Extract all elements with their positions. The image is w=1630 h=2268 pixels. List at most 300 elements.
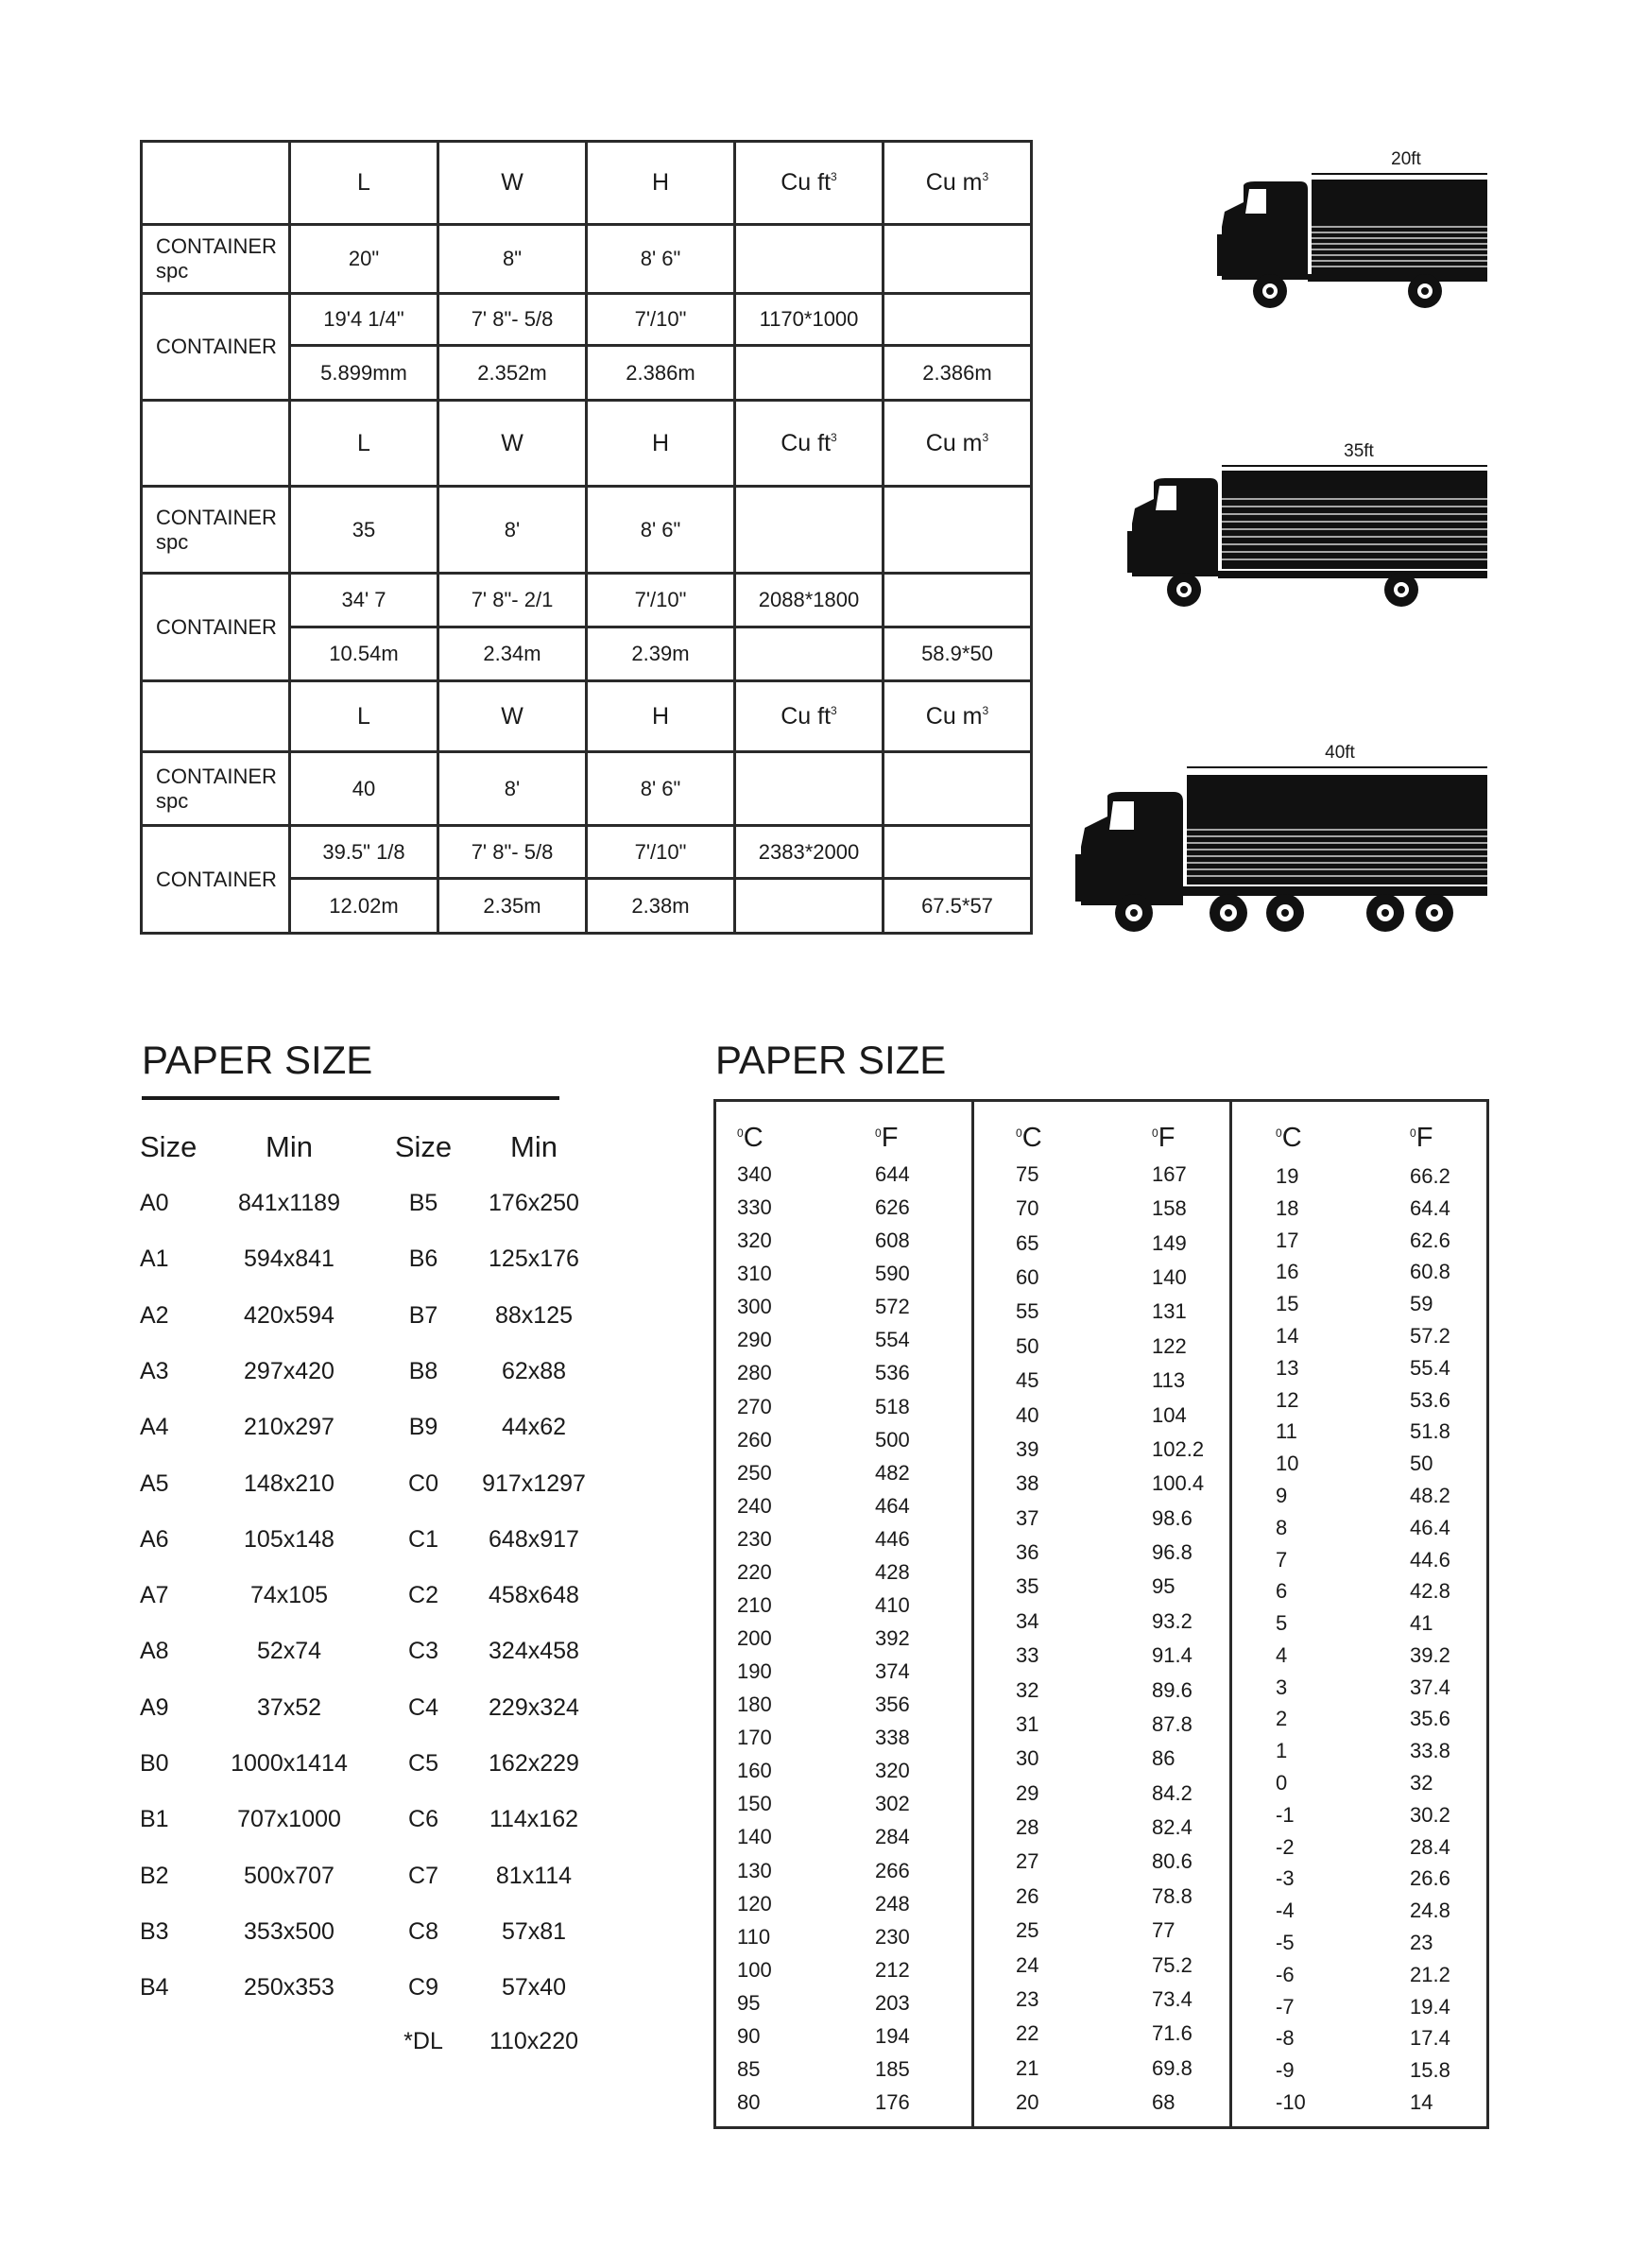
temperature-celsius-value: 12 bbox=[1276, 1388, 1299, 1412]
temperature-fahrenheit-value: 194 bbox=[875, 2024, 910, 2048]
temperature-fahrenheit-value: 140 bbox=[1152, 1265, 1187, 1289]
temperature-fahrenheit-value: 80.6 bbox=[1152, 1849, 1192, 1873]
temperature-celsius-value: 45 bbox=[1016, 1368, 1039, 1392]
truck-20ft-icon bbox=[1217, 168, 1487, 310]
temperature-fahrenheit-value: 644 bbox=[875, 1162, 910, 1186]
temperature-celsius-value: 180 bbox=[737, 1692, 772, 1716]
paper-size-cell: 458x648 bbox=[489, 1582, 579, 1608]
temperature-celsius-value: 120 bbox=[737, 1892, 772, 1916]
container-imperial-row bbox=[142, 574, 1032, 627]
container-header-superscript: 3 bbox=[982, 430, 989, 444]
container-metric-cell bbox=[735, 627, 884, 681]
container-label: CONTAINER bbox=[142, 574, 290, 681]
temperature-fahrenheit-value: 248 bbox=[875, 1892, 910, 1916]
temperature-fahrenheit-value: 55.4 bbox=[1410, 1356, 1450, 1380]
truck-35ft-icon bbox=[1127, 461, 1487, 609]
temperature-celsius-value: 130 bbox=[737, 1859, 772, 1882]
paper-size-cell: 125x176 bbox=[489, 1246, 579, 1272]
temperature-fahrenheit-value: 185 bbox=[875, 2057, 910, 2081]
paper-size-cell: 1000x1414 bbox=[231, 1750, 348, 1777]
paper-size-header: Min bbox=[266, 1130, 313, 1163]
container-imperial-cell: 7' 8"- 2/1 bbox=[438, 574, 587, 627]
container-spec-cell bbox=[884, 752, 1032, 826]
container-header-text: Cu ft bbox=[781, 702, 832, 730]
temperature-celsius-value: 19 bbox=[1276, 1164, 1299, 1188]
paper-size-cell: 57x40 bbox=[501, 1974, 567, 2001]
temperature-fahrenheit-value: 71.6 bbox=[1152, 2021, 1192, 2045]
temperature-celsius-value: -4 bbox=[1276, 1899, 1295, 1922]
temperature-celsius-value: 21 bbox=[1016, 2056, 1039, 2080]
paper-size-cell: 162x229 bbox=[489, 1750, 579, 1777]
container-metric-cell: 2.35m bbox=[438, 879, 587, 934]
temperature-fahrenheit-value: 15.8 bbox=[1410, 2058, 1450, 2082]
container-spec-label bbox=[142, 225, 290, 294]
container-header-text: W bbox=[501, 169, 523, 196]
temperature-fahrenheit-value: 87.8 bbox=[1152, 1712, 1192, 1736]
temperature-fahrenheit-value: 89.6 bbox=[1152, 1678, 1192, 1702]
truck-40ft-label: 40ft bbox=[1325, 743, 1355, 763]
temperature-fahrenheit-value: 82.4 bbox=[1152, 1815, 1192, 1839]
temperature-celsius-value: 65 bbox=[1016, 1231, 1039, 1255]
container-imperial-row bbox=[142, 826, 1032, 879]
paper-size-title: PAPER SIZE bbox=[142, 1038, 373, 1082]
paper-size-cell: C6 bbox=[408, 1806, 438, 1832]
temperature-celsius-value: 150 bbox=[737, 1792, 772, 1815]
paper-size-header: Size bbox=[140, 1130, 197, 1163]
temperature-celsius-value: 270 bbox=[737, 1395, 772, 1418]
paper-size-cell: A3 bbox=[140, 1358, 169, 1384]
paper-size-cell: 88x125 bbox=[494, 1302, 574, 1329]
container-header-cell bbox=[884, 142, 1032, 225]
temperature-celsius-value: 6 bbox=[1276, 1579, 1288, 1603]
temperature-table bbox=[713, 1099, 1489, 2129]
temperature-celsius-value: 140 bbox=[737, 1825, 772, 1848]
paper-size-cell: 648x917 bbox=[489, 1526, 579, 1553]
temperature-fahrenheit-value: 93.2 bbox=[1152, 1609, 1192, 1633]
container-metric-cell: 2.386m bbox=[587, 346, 735, 401]
paper-size-rule bbox=[142, 1096, 559, 1100]
container-header-text: W bbox=[501, 429, 523, 456]
temperature-fahrenheit-value: 30.2 bbox=[1410, 1803, 1450, 1827]
temperature-celsius-value: 9 bbox=[1276, 1484, 1288, 1507]
container-spec-label-line2: spc bbox=[156, 259, 189, 283]
temperature-divider-1 bbox=[971, 1099, 974, 2129]
temperature-celsius-value: 160 bbox=[737, 1759, 772, 1782]
container-metric-cell: 67.5*57 bbox=[884, 879, 1032, 934]
container-spec-label-line1: CONTAINER bbox=[156, 234, 277, 258]
paper-size-header: Min bbox=[510, 1130, 558, 1163]
paper-size-cell: C2 bbox=[408, 1582, 438, 1608]
temperature-fahrenheit-value: 500 bbox=[875, 1428, 910, 1452]
container-spec-cell: 35 bbox=[290, 487, 438, 574]
paper-size-cell: 250x353 bbox=[244, 1974, 335, 2001]
temperature-fahrenheit-value: 48.2 bbox=[1410, 1484, 1450, 1507]
temperature-divider-2 bbox=[1229, 1099, 1232, 2129]
container-spec-row bbox=[142, 225, 1032, 294]
paper-size-cell: A2 bbox=[140, 1302, 169, 1329]
container-spec-cell: 40 bbox=[290, 752, 438, 826]
container-metric-cell: 2.352m bbox=[438, 346, 587, 401]
container-header-cell bbox=[735, 142, 884, 225]
temperature-fahrenheit-value: 69.8 bbox=[1152, 2056, 1192, 2080]
paper-size-cell: 594x841 bbox=[244, 1246, 335, 1272]
temperature-fahrenheit-value: 51.8 bbox=[1410, 1419, 1450, 1443]
temperature-unit: F bbox=[1416, 1123, 1433, 1153]
container-header-cell bbox=[290, 142, 438, 225]
paper-size-cell: B9 bbox=[408, 1414, 438, 1440]
temperature-celsius-value: 37 bbox=[1016, 1506, 1039, 1530]
paper-size-cell: C3 bbox=[408, 1638, 438, 1664]
container-spec-row bbox=[142, 752, 1032, 826]
temperature-celsius-value: 220 bbox=[737, 1560, 772, 1584]
temperature-fahrenheit-value: 374 bbox=[875, 1659, 910, 1683]
temperature-celsius-value: 4 bbox=[1276, 1643, 1288, 1667]
temperature-celsius-value: 38 bbox=[1016, 1471, 1039, 1495]
temperature-celsius-value: 22 bbox=[1016, 2021, 1039, 2045]
temperature-fahrenheit-value: 446 bbox=[875, 1527, 910, 1551]
paper-size-cell: A0 bbox=[140, 1190, 169, 1216]
temperature-fahrenheit-value: 428 bbox=[875, 1560, 910, 1584]
container-spec-cell bbox=[735, 225, 884, 294]
temperature-unit: F bbox=[1158, 1123, 1175, 1153]
temperature-fahrenheit-value: 482 bbox=[875, 1461, 910, 1485]
temperature-celsius-value: 110 bbox=[737, 1925, 771, 1949]
temperature-fahrenheit-value: 75.2 bbox=[1152, 1953, 1192, 1977]
container-header-row bbox=[142, 401, 1032, 487]
temperature-fahrenheit-value: 84.2 bbox=[1152, 1781, 1192, 1805]
paper-size-cell: 74x105 bbox=[249, 1582, 329, 1608]
temperature-fahrenheit-value: 98.6 bbox=[1152, 1506, 1192, 1530]
temperature-fahrenheit-value: 212 bbox=[875, 1958, 910, 1982]
temperature-fahrenheit-value: 33.8 bbox=[1410, 1739, 1450, 1762]
temperature-fahrenheit-value: 60.8 bbox=[1410, 1260, 1450, 1283]
temperature-celsius-value: 230 bbox=[737, 1527, 772, 1551]
container-spec-cell: 8' bbox=[438, 752, 587, 826]
temperature-fahrenheit-value: 14 bbox=[1410, 2090, 1433, 2114]
temperature-celsius-value: 30 bbox=[1016, 1746, 1039, 1770]
temperature-celsius-value: 31 bbox=[1016, 1712, 1039, 1736]
temperature-fahrenheit-value: 28.4 bbox=[1410, 1835, 1450, 1859]
temperature-fahrenheit-value: 302 bbox=[875, 1792, 910, 1815]
container-spec-row bbox=[142, 487, 1032, 574]
temperature-fahrenheit-value: 86 bbox=[1152, 1746, 1175, 1770]
temperature-title: PAPER SIZE bbox=[715, 1038, 947, 1082]
container-spec-label-line2: spc bbox=[156, 529, 189, 554]
temperature-celsius-value: 29 bbox=[1016, 1781, 1039, 1805]
container-imperial-cell bbox=[884, 826, 1032, 879]
container-imperial-cell: 34' 7 bbox=[290, 574, 438, 627]
temperature-fahrenheit-value: 50 bbox=[1410, 1452, 1433, 1475]
paper-size-cell: B7 bbox=[408, 1302, 438, 1329]
temperature-celsius-value: 14 bbox=[1276, 1324, 1299, 1348]
temperature-celsius-value: 210 bbox=[737, 1593, 772, 1617]
temperature-celsius-value: 32 bbox=[1016, 1678, 1039, 1702]
temperature-celsius-value: 70 bbox=[1016, 1196, 1039, 1220]
container-header-cell bbox=[587, 681, 735, 752]
temperature-fahrenheit-value: 230 bbox=[875, 1925, 910, 1949]
temperature-header-f bbox=[1410, 1123, 1433, 1154]
temperature-fahrenheit-value: 590 bbox=[875, 1262, 910, 1285]
temperature-fahrenheit-value: 104 bbox=[1152, 1403, 1187, 1427]
temperature-celsius-value: -10 bbox=[1276, 2090, 1306, 2114]
paper-size-cell: 81x114 bbox=[495, 1863, 573, 1889]
temperature-celsius-value: 8 bbox=[1276, 1516, 1288, 1539]
container-imperial-cell: 2088*1800 bbox=[735, 574, 884, 627]
container-spec-label bbox=[142, 752, 290, 826]
paper-size-cell: B0 bbox=[140, 1750, 169, 1777]
temperature-celsius-value: 40 bbox=[1016, 1403, 1039, 1427]
degree-superscript: 0 bbox=[1152, 1126, 1158, 1140]
temperature-fahrenheit-value: 392 bbox=[875, 1626, 910, 1650]
container-imperial-cell: 2383*2000 bbox=[735, 826, 884, 879]
temperature-fahrenheit-value: 42.8 bbox=[1410, 1579, 1450, 1603]
container-spec-cell bbox=[735, 487, 884, 574]
paper-size-cell: 57x81 bbox=[501, 1918, 567, 1945]
temperature-fahrenheit-value: 44.6 bbox=[1410, 1548, 1450, 1572]
container-header-superscript: 3 bbox=[831, 170, 837, 183]
paper-size-cell: 229x324 bbox=[489, 1694, 579, 1721]
paper-size-cell: 707x1000 bbox=[237, 1806, 341, 1832]
temperature-fahrenheit-value: 338 bbox=[875, 1726, 910, 1749]
paper-size-cell: 324x458 bbox=[489, 1638, 579, 1664]
container-metric-cell: 2.39m bbox=[587, 627, 735, 681]
temperature-fahrenheit-value: 266 bbox=[875, 1859, 910, 1882]
temperature-fahrenheit-value: 203 bbox=[875, 1991, 910, 2015]
paper-size-cell: A9 bbox=[140, 1694, 169, 1721]
temperature-celsius-value: 35 bbox=[1016, 1574, 1039, 1598]
container-header-text: H bbox=[651, 702, 670, 730]
paper-size-cell: A5 bbox=[140, 1470, 169, 1497]
temperature-fahrenheit-value: 59 bbox=[1410, 1292, 1433, 1315]
paper-size-cell: C5 bbox=[408, 1750, 438, 1777]
degree-superscript: 0 bbox=[1276, 1126, 1282, 1140]
container-header-text: H bbox=[651, 169, 670, 196]
temperature-celsius-value: 250 bbox=[737, 1461, 772, 1485]
paper-size-cell: 841x1189 bbox=[238, 1190, 340, 1216]
paper-size-cell: C7 bbox=[408, 1863, 438, 1889]
temperature-celsius-value: 5 bbox=[1276, 1611, 1288, 1635]
container-metric-cell: 2.386m bbox=[884, 346, 1032, 401]
paper-size-cell: A4 bbox=[140, 1414, 169, 1440]
temperature-fahrenheit-value: 176 bbox=[875, 2090, 910, 2114]
container-header-text: Cu m bbox=[925, 429, 983, 456]
container-spec-cell: 8' bbox=[438, 487, 587, 574]
temperature-celsius-value: 13 bbox=[1276, 1356, 1299, 1380]
truck-35ft-label: 35ft bbox=[1344, 441, 1374, 461]
paper-size-cell: C0 bbox=[408, 1470, 438, 1497]
container-header-superscript: 3 bbox=[831, 703, 837, 717]
paper-size-cell: A8 bbox=[140, 1638, 169, 1664]
temperature-fahrenheit-value: 78.8 bbox=[1152, 1884, 1192, 1908]
temperature-fahrenheit-value: 626 bbox=[875, 1195, 910, 1219]
temperature-celsius-value: 15 bbox=[1276, 1292, 1299, 1315]
container-header-cell bbox=[735, 681, 884, 752]
container-header-cell bbox=[438, 401, 587, 487]
temperature-fahrenheit-value: 35.6 bbox=[1410, 1707, 1450, 1730]
temperature-celsius-value: 3 bbox=[1276, 1675, 1288, 1699]
temperature-fahrenheit-value: 320 bbox=[875, 1759, 910, 1782]
paper-size-cell: B2 bbox=[140, 1863, 169, 1889]
container-dimensions-table bbox=[140, 140, 1033, 935]
temperature-celsius-value: 90 bbox=[737, 2024, 761, 2048]
temperature-unit: C bbox=[743, 1123, 764, 1153]
temperature-header-c bbox=[737, 1123, 764, 1154]
temperature-fahrenheit-value: 91.4 bbox=[1152, 1643, 1192, 1667]
temperature-celsius-value: 33 bbox=[1016, 1643, 1039, 1667]
temperature-celsius-value: 100 bbox=[737, 1958, 772, 1982]
paper-size-cell: A6 bbox=[140, 1526, 169, 1553]
temperature-celsius-value: 26 bbox=[1016, 1884, 1039, 1908]
temperature-celsius-value: 80 bbox=[737, 2090, 761, 2114]
temperature-fahrenheit-value: 102.2 bbox=[1152, 1437, 1205, 1461]
paper-size-cell: B6 bbox=[408, 1246, 438, 1272]
container-header-row bbox=[142, 142, 1032, 225]
paper-size-cell: 148x210 bbox=[244, 1470, 335, 1497]
temperature-celsius-value: 95 bbox=[737, 1991, 761, 2015]
degree-superscript: 0 bbox=[1410, 1126, 1416, 1140]
temperature-celsius-value: 240 bbox=[737, 1494, 772, 1518]
degree-superscript: 0 bbox=[875, 1126, 882, 1140]
container-metric-cell bbox=[735, 346, 884, 401]
container-label: CONTAINER bbox=[142, 294, 290, 401]
temperature-fahrenheit-value: 518 bbox=[875, 1395, 910, 1418]
temperature-fahrenheit-value: 62.6 bbox=[1410, 1228, 1450, 1252]
container-imperial-cell: 1170*1000 bbox=[735, 294, 884, 346]
temperature-fahrenheit-value: 410 bbox=[875, 1593, 910, 1617]
paper-size-cell: B4 bbox=[140, 1974, 169, 2001]
paper-size-cell: C1 bbox=[408, 1526, 438, 1553]
container-imperial-cell bbox=[884, 294, 1032, 346]
temperature-celsius-value: 18 bbox=[1276, 1196, 1299, 1220]
paper-size-cell: 37x52 bbox=[256, 1694, 322, 1721]
container-metric-cell: 58.9*50 bbox=[884, 627, 1032, 681]
temperature-celsius-value: 190 bbox=[737, 1659, 772, 1683]
temperature-fahrenheit-value: 24.8 bbox=[1410, 1899, 1450, 1922]
paper-size-cell: 52x74 bbox=[256, 1638, 322, 1664]
container-header-text: L bbox=[357, 702, 370, 730]
container-metric-cell bbox=[735, 879, 884, 934]
temperature-fahrenheit-value: 356 bbox=[875, 1692, 910, 1716]
temperature-fahrenheit-value: 57.2 bbox=[1410, 1324, 1450, 1348]
temperature-celsius-value: 20 bbox=[1016, 2090, 1039, 2114]
paper-size-cell: 210x297 bbox=[244, 1414, 335, 1440]
temperature-celsius-value: 60 bbox=[1016, 1265, 1039, 1289]
temperature-fahrenheit-value: 122 bbox=[1152, 1334, 1187, 1358]
temperature-celsius-value: -5 bbox=[1276, 1931, 1295, 1954]
container-spec-cell: 8' 6" bbox=[587, 225, 735, 294]
temperature-header-c bbox=[1016, 1123, 1042, 1154]
paper-size-cell: 105x148 bbox=[244, 1526, 335, 1553]
temperature-fahrenheit-value: 37.4 bbox=[1410, 1675, 1450, 1699]
temperature-unit: C bbox=[1021, 1123, 1042, 1153]
temperature-fahrenheit-value: 158 bbox=[1152, 1196, 1187, 1220]
temperature-celsius-value: -6 bbox=[1276, 1963, 1295, 1986]
temperature-fahrenheit-value: 73.4 bbox=[1152, 1987, 1192, 2011]
temperature-celsius-value: 55 bbox=[1016, 1299, 1039, 1323]
container-spec-cell: 8' 6" bbox=[587, 487, 735, 574]
container-spec-cell: 8" bbox=[438, 225, 587, 294]
temperature-celsius-value: 39 bbox=[1016, 1437, 1039, 1461]
container-header-cell bbox=[142, 401, 290, 487]
temperature-fahrenheit-value: 131 bbox=[1152, 1299, 1187, 1323]
paper-size-cell: B3 bbox=[140, 1918, 169, 1945]
temperature-celsius-value: 27 bbox=[1016, 1849, 1039, 1873]
paper-size-cell: C8 bbox=[408, 1918, 438, 1945]
temperature-celsius-value: -9 bbox=[1276, 2058, 1295, 2082]
container-spec-label-line1: CONTAINER bbox=[156, 505, 277, 529]
container-metric-cell: 2.38m bbox=[587, 879, 735, 934]
temperature-celsius-value: -1 bbox=[1276, 1803, 1295, 1827]
temperature-fahrenheit-value: 64.4 bbox=[1410, 1196, 1450, 1220]
temperature-celsius-value: 7 bbox=[1276, 1548, 1288, 1572]
container-header-row bbox=[142, 681, 1032, 752]
paper-size-cell: B8 bbox=[408, 1358, 438, 1384]
paper-size-cell: C9 bbox=[408, 1974, 438, 2001]
container-header-cell bbox=[142, 681, 290, 752]
container-imperial-cell: 7'/10" bbox=[587, 294, 735, 346]
container-label: CONTAINER bbox=[142, 826, 290, 934]
temperature-fahrenheit-value: 572 bbox=[875, 1295, 910, 1318]
paper-size-cell: *DL bbox=[403, 2028, 443, 2054]
container-header-cell bbox=[290, 401, 438, 487]
temperature-unit: C bbox=[1281, 1123, 1302, 1153]
container-header-text: H bbox=[651, 429, 670, 456]
paper-size-cell: 917x1297 bbox=[482, 1470, 586, 1497]
temperature-fahrenheit-value: 95 bbox=[1152, 1574, 1175, 1598]
paper-size-cell: B5 bbox=[408, 1190, 438, 1216]
container-imperial-cell: 39.5" 1/8 bbox=[290, 826, 438, 879]
paper-size-cell: 114x162 bbox=[489, 1806, 579, 1832]
temperature-celsius-value: 23 bbox=[1016, 1987, 1039, 2011]
paper-size-cell: 353x500 bbox=[244, 1918, 335, 1945]
container-spec-cell: 20" bbox=[290, 225, 438, 294]
temperature-celsius-value: 320 bbox=[737, 1228, 772, 1252]
temperature-fahrenheit-value: 26.6 bbox=[1410, 1866, 1450, 1890]
container-header-cell bbox=[438, 681, 587, 752]
paper-size-cell: 176x250 bbox=[489, 1190, 579, 1216]
temperature-unit: F bbox=[881, 1123, 899, 1153]
temperature-fahrenheit-value: 536 bbox=[875, 1361, 910, 1384]
container-spec-cell bbox=[735, 752, 884, 826]
container-header-text: Cu m bbox=[925, 169, 983, 196]
container-header-cell bbox=[438, 142, 587, 225]
container-imperial-cell: 19'4 1/4" bbox=[290, 294, 438, 346]
paper-size-cell: B1 bbox=[140, 1806, 169, 1832]
container-header-superscript: 3 bbox=[831, 430, 837, 444]
container-header-text: Cu ft bbox=[781, 429, 832, 456]
temperature-celsius-value: 280 bbox=[737, 1361, 772, 1384]
temperature-celsius-value: 34 bbox=[1016, 1609, 1039, 1633]
container-header-text: Cu m bbox=[925, 702, 983, 730]
degree-superscript: 0 bbox=[1016, 1126, 1022, 1140]
container-header-text: Cu ft bbox=[781, 169, 832, 196]
temperature-celsius-value: 200 bbox=[737, 1626, 772, 1650]
temperature-celsius-value: 16 bbox=[1276, 1260, 1299, 1283]
temperature-fahrenheit-value: 68 bbox=[1152, 2090, 1175, 2114]
container-header-text: L bbox=[357, 429, 370, 456]
temperature-celsius-value: 170 bbox=[737, 1726, 772, 1749]
temperature-fahrenheit-value: 66.2 bbox=[1410, 1164, 1450, 1188]
temperature-fahrenheit-value: 149 bbox=[1152, 1231, 1187, 1255]
container-header-superscript: 3 bbox=[982, 170, 989, 183]
temperature-fahrenheit-value: 167 bbox=[1152, 1162, 1187, 1186]
container-spec-label-line1: CONTAINER bbox=[156, 764, 277, 788]
container-header-cell bbox=[884, 401, 1032, 487]
container-header-superscript: 3 bbox=[982, 703, 989, 717]
temperature-celsius-value: 75 bbox=[1016, 1162, 1039, 1186]
temperature-celsius-value: 11 bbox=[1276, 1419, 1297, 1443]
container-imperial-row bbox=[142, 294, 1032, 346]
